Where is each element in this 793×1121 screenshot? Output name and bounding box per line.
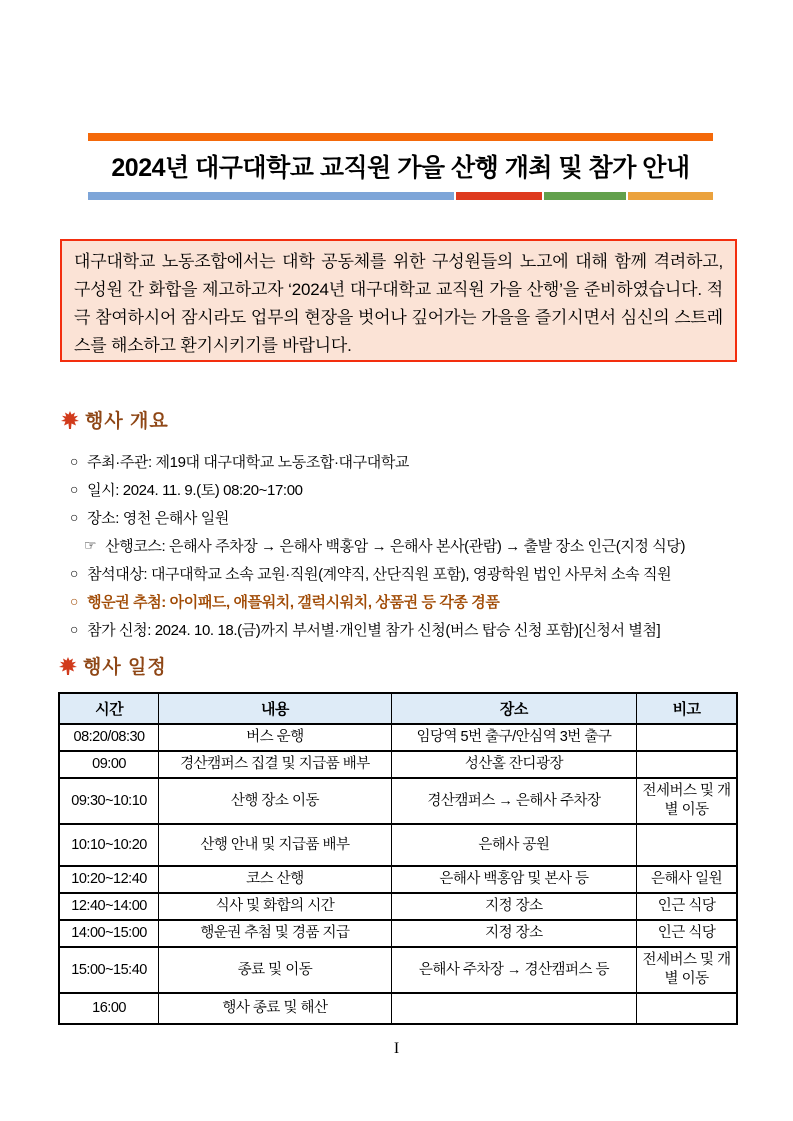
accent-segment-orange <box>628 192 713 200</box>
schedule-cell <box>637 724 737 751</box>
schedule-cell <box>637 993 737 1024</box>
document-header <box>88 133 713 200</box>
schedule-cell: 10:10~10:20 <box>59 824 159 866</box>
overview-item-text: 장소: 영천 은해사 일원 <box>87 509 229 527</box>
overview-item-text: 참석대상: 대구대학교 소속 교원·직원(계약직, 산단직원 포함), 영광학원 법인 사무처 소속 직원 <box>87 565 672 583</box>
table-row <box>59 724 737 751</box>
circle-bullet-icon: ○ <box>70 453 79 469</box>
schedule-cell: 12:40~14:00 <box>59 893 159 920</box>
overview-list <box>60 447 760 643</box>
circle-bullet-icon: ○ <box>70 509 79 525</box>
schedule-cell: 코스 산행 <box>159 866 392 893</box>
page-number: I <box>393 1040 400 1057</box>
schedule-cell: 14:00~15:00 <box>59 920 159 947</box>
schedule-cell: 은해사 공원 <box>391 824 636 866</box>
schedule-cell: 산행 장소 이동 <box>159 778 392 824</box>
circle-bullet-icon: ○ <box>70 565 79 581</box>
schedule-cell: 경산캠퍼스 집결 및 지급품 배부 <box>159 751 392 778</box>
circle-bullet-icon: ○ <box>70 621 79 637</box>
column-header-time: 시간 <box>59 693 159 724</box>
schedule-cell: 16:00 <box>59 993 159 1024</box>
accent-segment-blue <box>88 192 454 200</box>
intro-paragraph: 대구대학교 노동조합에서는 대학 공동체를 위한 구성원들의 노고에 대해 함께 격려하고, 구성원 간 화합을 제고하고자 ‘2024년 대구대학교 교직원 가을 산행’을 준비하였습니다. 적극 참여하시어 잠시라도 업무의 현장을 벗어나 깊어가는 가을을 즐기시면서 심신의 스트레스를 해소하고 환기시키기를 바랍니다. <box>74 252 723 355</box>
multicolor-accent-bar <box>88 192 713 200</box>
schedule-cell: 09:30~10:10 <box>59 778 159 824</box>
table-row <box>59 824 737 866</box>
overview-item <box>70 559 760 587</box>
overview-item-text: 일시: 2024. 11. 9.(토) 08:20~17:00 <box>87 481 303 499</box>
schedule-cell: 행사 종료 및 해산 <box>159 993 392 1024</box>
schedule-cell: 행운권 추첨 및 경품 지급 <box>159 920 392 947</box>
schedule-cell: 종료 및 이동 <box>159 947 392 993</box>
top-accent-bar <box>88 133 713 141</box>
schedule-cell: 은해사 일원 <box>637 866 737 893</box>
overview-item <box>70 447 760 475</box>
schedule-cell <box>637 824 737 866</box>
schedule-cell: 인근 식당 <box>637 893 737 920</box>
schedule-cell: 지정 장소 <box>391 920 636 947</box>
table-row <box>59 866 737 893</box>
section-overview <box>60 406 760 643</box>
section-schedule <box>58 652 738 1025</box>
schedule-cell: 15:00~15:40 <box>59 947 159 993</box>
table-row <box>59 778 737 824</box>
schedule-cell <box>391 993 636 1024</box>
schedule-cell: 08:20/08:30 <box>59 724 159 751</box>
overview-item-text: 산행코스: 은해사 주차장 → 은해사 백홍암 → 은해사 본사(관람) → 출발 장소 인근(지정 식당) <box>105 537 686 555</box>
schedule-cell <box>637 751 737 778</box>
schedule-cell: 은해사 주차장 → 경산캠퍼스 등 <box>391 947 636 993</box>
overview-item-text: 참가 신청: 2024. 10. 18.(금)까지 부서별·개인별 참가 신청(버스 탑승 신청 포함)[신청서 별첨] <box>87 621 661 639</box>
table-row <box>59 920 737 947</box>
column-header-note: 비고 <box>637 693 737 724</box>
table-row <box>59 993 737 1024</box>
overview-item <box>70 503 760 531</box>
overview-heading <box>60 406 760 433</box>
accent-segment-green <box>544 192 626 200</box>
schedule-cell: 전세버스 및 개별 이동 <box>637 778 737 824</box>
schedule-cell: 버스 운행 <box>159 724 392 751</box>
table-row <box>59 947 737 993</box>
circle-bullet-icon: ○ <box>70 593 79 609</box>
pointing-hand-icon: ☞ <box>84 536 97 553</box>
overview-heading-label: 행사 개요 <box>85 411 169 432</box>
schedule-cell: 은해사 백홍암 및 본사 등 <box>391 866 636 893</box>
schedule-table <box>58 692 738 1025</box>
schedule-heading <box>58 652 738 679</box>
schedule-cell: 경산캠퍼스 → 은해사 주차장 <box>391 778 636 824</box>
maple-leaf-icon <box>58 656 78 676</box>
column-header-content: 내용 <box>159 693 392 724</box>
table-row <box>59 751 737 778</box>
schedule-heading-label: 행사 일정 <box>83 657 167 678</box>
schedule-cell: 산행 안내 및 지급품 배부 <box>159 824 392 866</box>
table-row <box>59 893 737 920</box>
schedule-cell: 성산홀 잔디광장 <box>391 751 636 778</box>
schedule-cell: 10:20~12:40 <box>59 866 159 893</box>
page-footer <box>0 1040 793 1058</box>
schedule-cell: 인근 식당 <box>637 920 737 947</box>
circle-bullet-icon: ○ <box>70 481 79 497</box>
overview-item <box>70 587 760 615</box>
schedule-cell: 전세버스 및 개별 이동 <box>637 947 737 993</box>
column-header-place: 장소 <box>391 693 636 724</box>
schedule-cell: 식사 및 화합의 시간 <box>159 893 392 920</box>
overview-item <box>70 531 760 559</box>
schedule-cell: 09:00 <box>59 751 159 778</box>
overview-item-text: 주최·주관: 제19대 대구대학교 노동조합·대구대학교 <box>87 453 410 471</box>
table-header-row <box>59 693 737 724</box>
schedule-cell: 임당역 5번 출구/안심역 3번 출구 <box>391 724 636 751</box>
overview-item-text: 행운권 추첨: 아이패드, 애플워치, 갤럭시워치, 상품권 등 각종 경품 <box>87 593 500 611</box>
accent-segment-red <box>456 192 541 200</box>
overview-item <box>70 475 760 503</box>
intro-box <box>60 239 737 362</box>
page-title: 2024년 대구대학교 교직원 가을 산행 개최 및 참가 안내 <box>111 154 690 182</box>
schedule-cell: 지정 장소 <box>391 893 636 920</box>
overview-item <box>70 615 760 643</box>
maple-leaf-icon <box>60 410 80 430</box>
